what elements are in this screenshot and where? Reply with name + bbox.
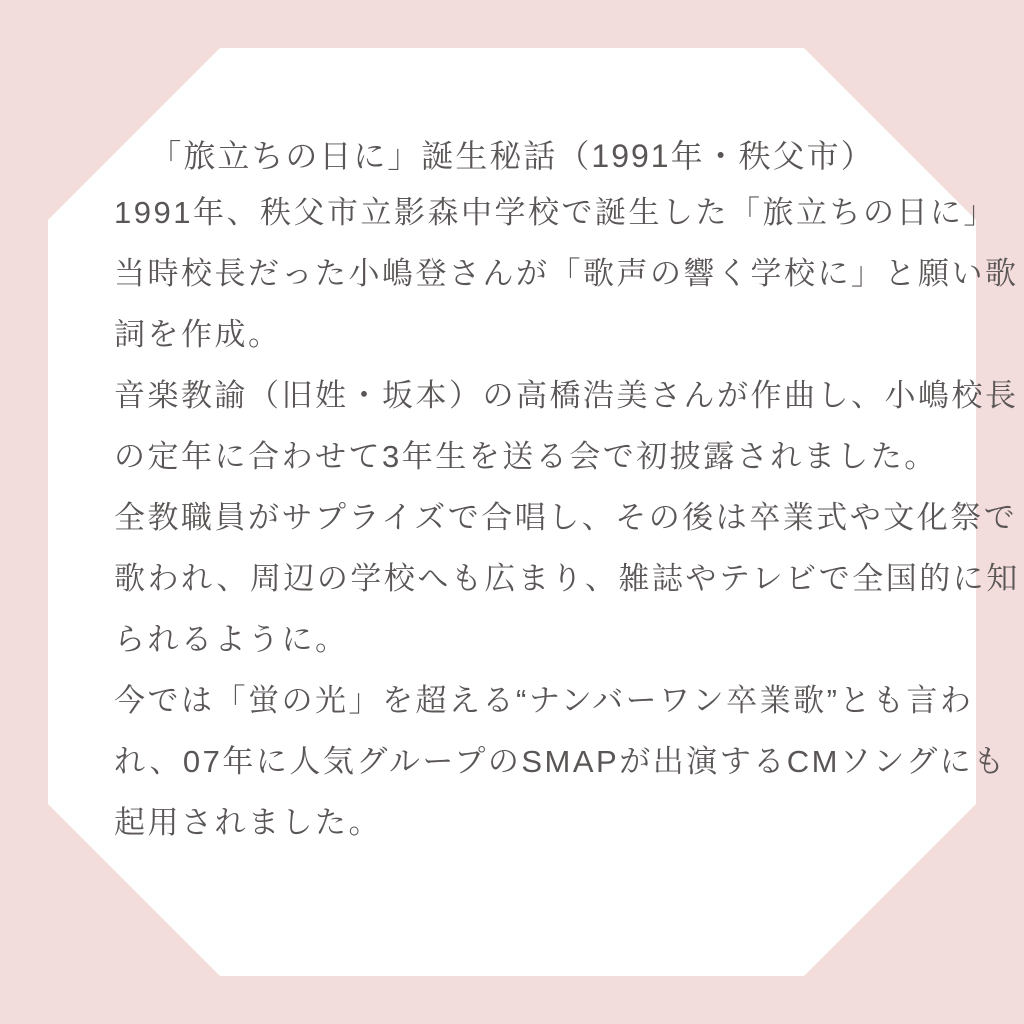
- card-body: [114, 182, 1020, 853]
- text-line: 起用されました。: [114, 805, 382, 840]
- text-line: 全教職員がサプライズで合唱し、その後は卒業式や文化祭で: [114, 500, 1018, 535]
- text-line: 今では「蛍の光」を超える“ナンバーワン卒業歌”とも言わ: [114, 683, 974, 718]
- text-line: れ、07年に人気グループのSMAPが出演するCMソングにも: [114, 744, 1007, 779]
- text-line: 音楽教諭（旧姓・坂本）の高橋浩美さんが作曲し、小嶋校長: [114, 378, 1019, 413]
- text-line: 詞を作成。: [114, 317, 282, 352]
- text-line: 1991年、秩父市立影森中学校で誕生した「旅立ちの日に」: [114, 195, 997, 230]
- card-title: 「旅立ちの日に」誕生秘話（1991年・秩父市）: [149, 138, 875, 174]
- text-line: 歌われ、周辺の学校へも広まり、雑誌やテレビで全国的に知: [114, 561, 1020, 596]
- text-line: の定年に合わせて3年生を送る会で初披露されました。: [114, 439, 938, 474]
- text-line: られるように。: [114, 622, 349, 657]
- text-line: 当時校長だった小嶋登さんが「歌声の響く学校に」と願い歌: [114, 256, 1019, 291]
